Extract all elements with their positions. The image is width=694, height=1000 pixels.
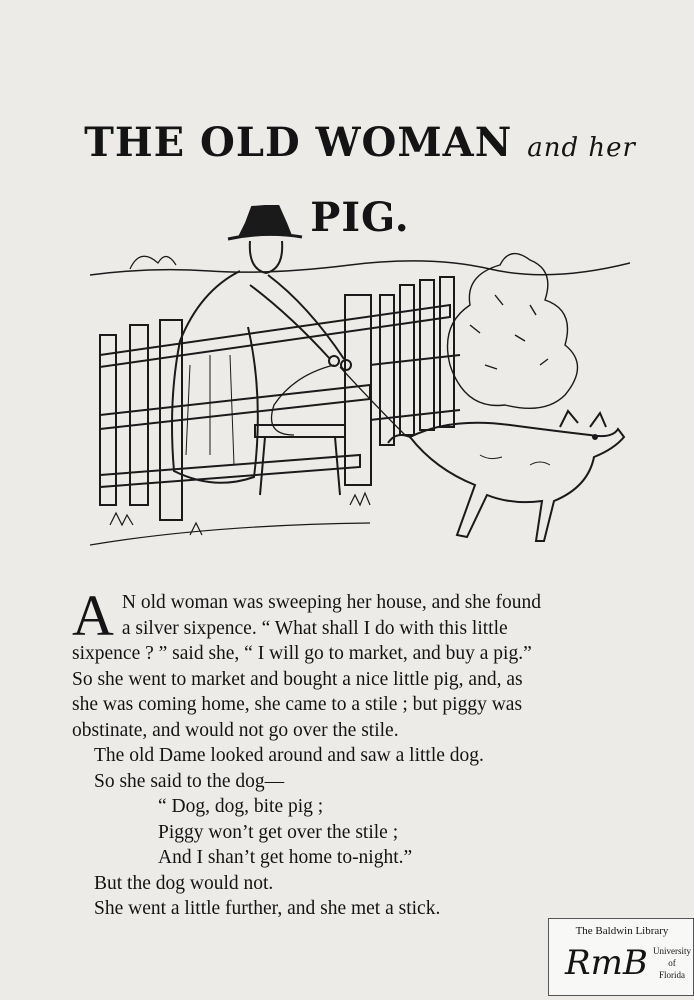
- story-line: obstinate, and would not go over the stile.: [72, 719, 399, 741]
- story-line: she was coming home, she came to a stile ; but piggy was: [72, 694, 523, 715]
- library-monogram: RmB: [565, 943, 648, 983]
- verse-line: And I shan’t get home to-night.”: [158, 847, 413, 868]
- paragraph-1: [72, 583, 642, 743]
- university-name: [649, 945, 694, 981]
- verse-line: “ Dog, dog, bite pig ;: [158, 796, 324, 817]
- paragraph-2: The old Dame looked around and saw a little dog.: [94, 745, 484, 766]
- page-title: [60, 108, 660, 241]
- drop-cap: A: [72, 583, 114, 648]
- horizon-landscape: [90, 256, 630, 275]
- baldwin-library-stamp: [548, 918, 694, 996]
- story-text: [72, 583, 642, 922]
- verse-line: Piggy won’t get over the stile ;: [158, 821, 399, 843]
- bush: [448, 254, 578, 409]
- story-line: a silver sixpence. “ What shall I do with this little: [121, 617, 508, 639]
- paragraph-3: So she said to the dog—: [94, 770, 285, 792]
- title-part-1: THE OLD WOMAN: [84, 119, 513, 166]
- pig: [388, 411, 624, 541]
- paragraph-4: But the dog would not.: [94, 872, 274, 894]
- paragraph-5: She went a little further, and she met a stick.: [94, 898, 441, 919]
- university-line: of: [668, 958, 676, 968]
- university-line: Florida: [659, 970, 685, 980]
- title-part-3: PIG.: [310, 194, 410, 241]
- ground-grass: [90, 493, 370, 545]
- title-part-2: and her: [527, 133, 636, 163]
- illustration-old-woman-and-pig: [90, 205, 630, 565]
- story-line: N old woman was sweeping her house, and she found: [121, 592, 542, 613]
- story-line: sixpence ? ” said she, “ I will go to market, and buy a pig.”: [72, 643, 532, 664]
- wooden-fence: [100, 277, 460, 520]
- story-line: So she went to market and bought a nice little pig, and, as: [72, 668, 523, 690]
- university-line: University: [653, 946, 691, 956]
- library-name: The Baldwin Library: [575, 925, 669, 937]
